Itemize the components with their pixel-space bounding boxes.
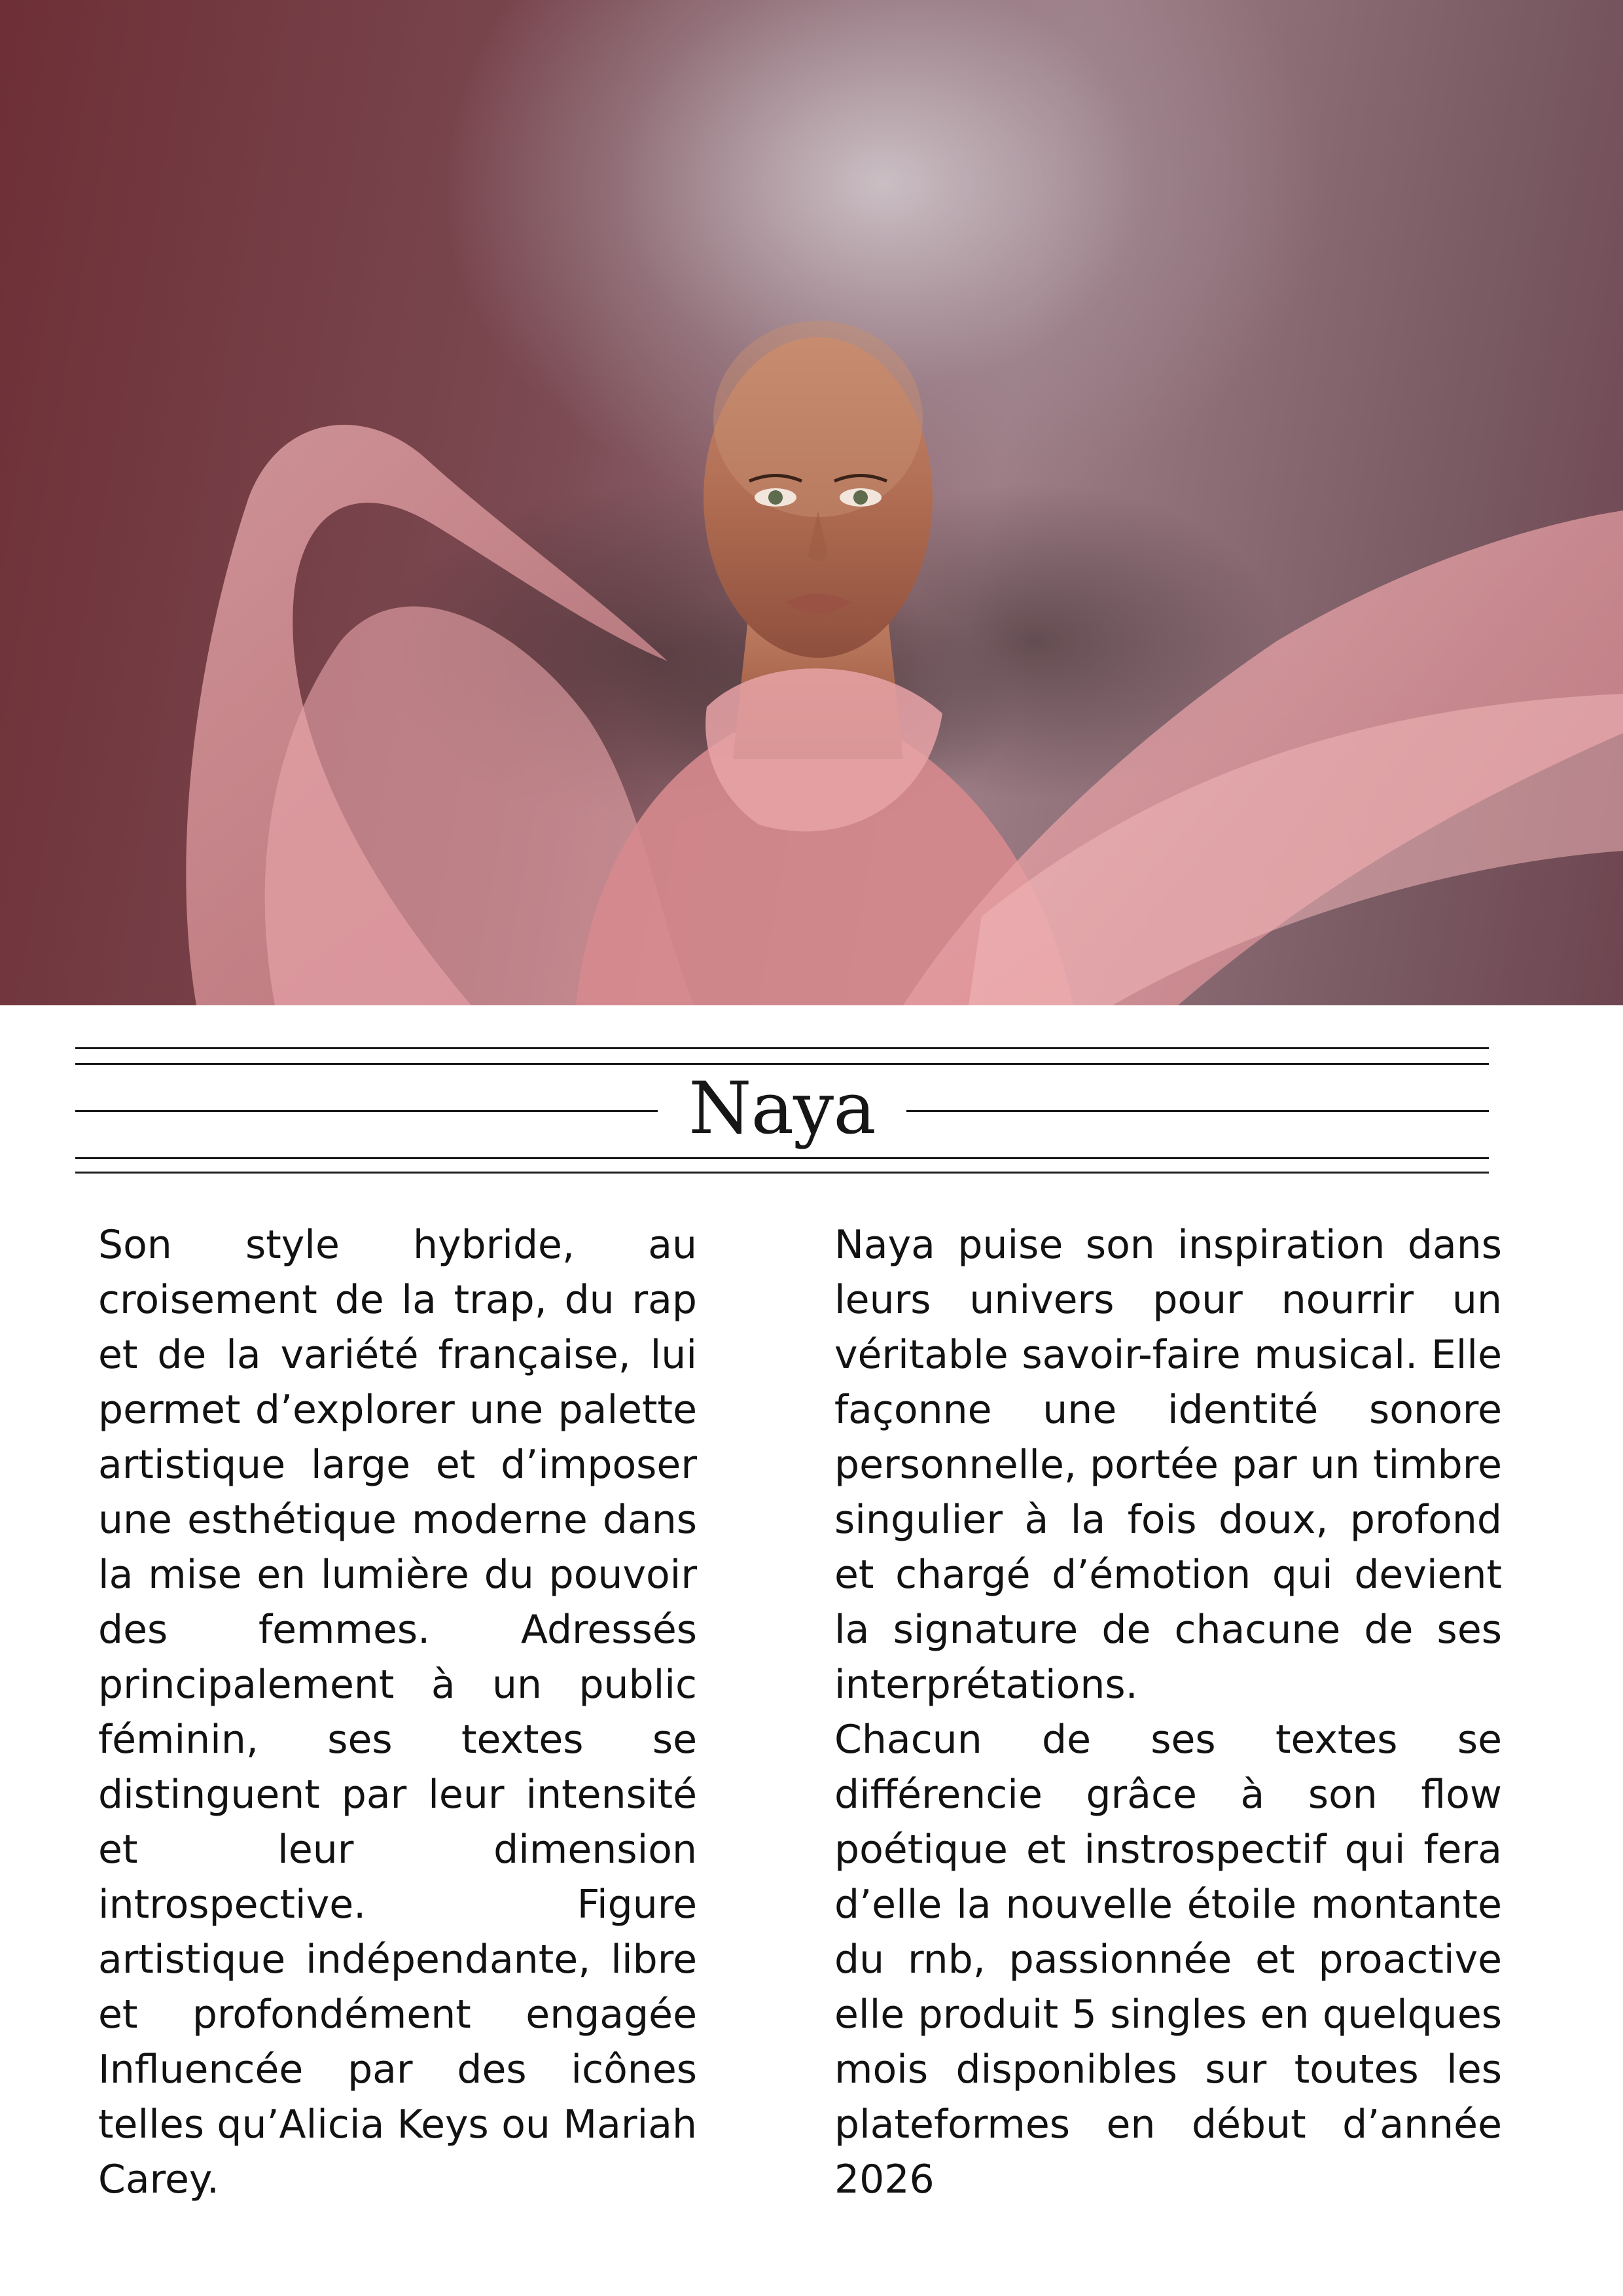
top-rule-outer — [75, 1047, 1489, 1049]
biography-paragraph: Chacun de ses textes se différencie grâce à son flow poétique et instrospectif qui fera d’elle la nouvelle étoile montante du rnb, passionnée et proactive elle produit 5 singles en quelques mois disponibles sur toutes les plateformes en début d’année 2026 — [834, 1717, 1502, 2202]
top-rule-inner — [75, 1063, 1489, 1065]
portrait-illustration — [0, 0, 1623, 1005]
hero-image — [0, 0, 1623, 1005]
biography-paragraph: Son style hybride, au croisement de la trap, du rap et de la variété française, lui permet d’explorer une palette artistique large et d’imposer une esthétique moderne dans la mise en lumière du pouvoir des femmes. Adressés principalement à un public féminin, ses textes se distinguent par leur intensité et leur dimension introspective. Figure artistique indépendante, libre et profondément engagée Influencée par des icônes telles qu’Alicia Keys ou Mariah Carey. — [98, 1222, 697, 2202]
title-rule-right — [906, 1110, 1489, 1112]
biography-paragraph: Naya puise son inspiration dans leurs univers pour nourrir un véritable savoir-faire musical. Elle façonne une identité sonore personnelle, portée par un timbre singulier à la fois doux, profond et chargé d’émotion qui devient la signature de chacune de ses interprétations. — [834, 1222, 1502, 1708]
biography-right-column — [834, 1217, 1502, 2207]
artist-name: Naya — [688, 1066, 876, 1150]
bottom-rule-inner — [75, 1157, 1489, 1159]
title-block — [75, 1041, 1489, 1185]
title-rule-left — [75, 1110, 658, 1112]
biography-left-column — [98, 1217, 697, 2207]
bottom-rule-outer — [75, 1172, 1489, 1174]
